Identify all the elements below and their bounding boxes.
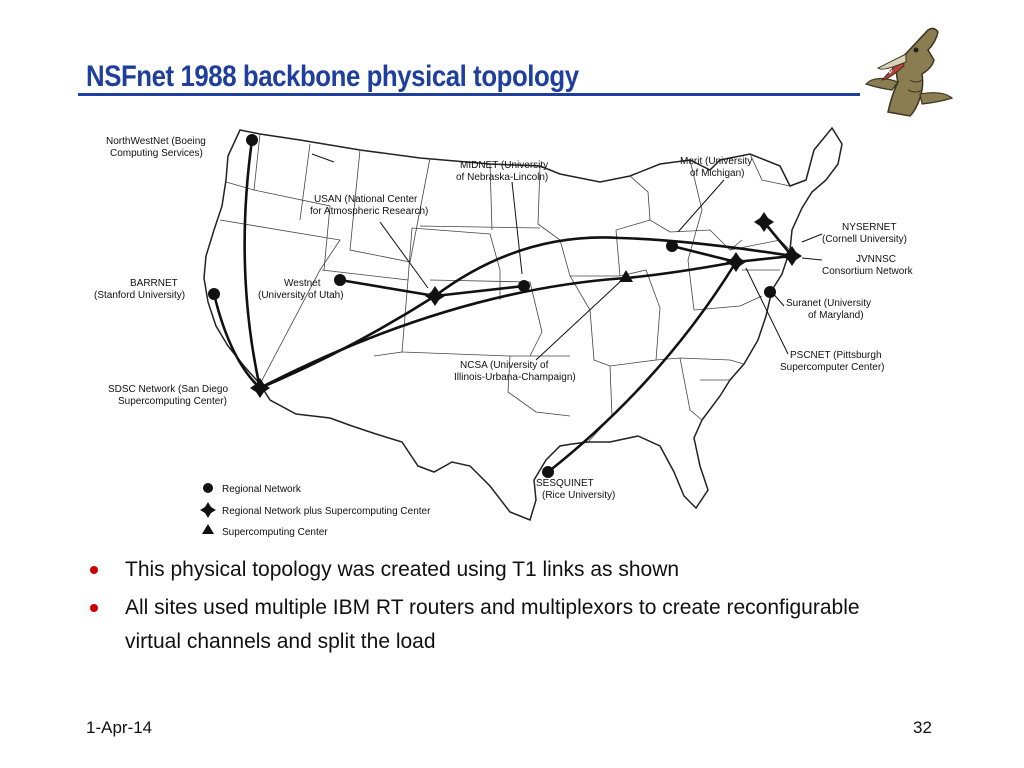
label-sesquinet-1: SESQUINET: [536, 478, 594, 489]
node-suranet: [764, 286, 776, 298]
gator-mascot-icon: [858, 24, 958, 120]
bullet-list: [90, 553, 890, 663]
label-sesquinet-2: (Rice University): [542, 490, 616, 501]
label-sdsc-1: SDSC Network (San Diego: [108, 384, 229, 395]
bullet-dot-icon: [90, 566, 98, 574]
label-barrnet-1: BARRNET: [130, 278, 178, 289]
footer-date: 1-Apr-14: [86, 718, 153, 737]
label-barrnet-2: (Stanford University): [94, 290, 186, 301]
label-psc-2: Supercomputer Center): [780, 362, 885, 373]
label-usan-1: USAN (National Center: [314, 194, 418, 205]
label-nysernet-1: NYSERNET: [842, 222, 897, 233]
page-number: 32: [913, 718, 932, 737]
bullet-item: [90, 591, 890, 659]
node-barrnet: [208, 288, 220, 300]
node-northwestnet: [246, 134, 258, 146]
label-merit-1: Merit (University: [680, 156, 753, 167]
node-merit: [666, 240, 678, 252]
label-usan-2: for Atmospheric Research): [310, 206, 429, 217]
node-sesquinet: [542, 466, 554, 478]
label-sdsc-2: Supercomputing Center): [118, 396, 227, 407]
label-westnet-2: (University of Utah): [258, 290, 344, 301]
slide-title: NSFnet 1988 backbone physical topology: [86, 60, 579, 93]
title-underline: [78, 93, 860, 96]
label-ncsa-1: NCSA (University of: [460, 360, 549, 371]
label-jvnnsc-2: Consortium Network: [822, 266, 913, 277]
legend-triangle-icon: [202, 524, 214, 534]
label-northwestnet-2: Computing Services): [110, 148, 203, 159]
bullet-item: [90, 553, 890, 587]
label-westnet-1: Westnet: [284, 278, 321, 289]
label-ncsa-2: Illinois-Urbana-Champaign): [454, 372, 576, 383]
label-merit-2: of Michigan): [690, 168, 745, 179]
legend-dot-icon: [203, 483, 213, 493]
bullet-text: This physical topology was created using T1 links as shown: [125, 558, 680, 581]
label-northwestnet-1: NorthWestNet (Boeing: [106, 136, 206, 147]
legend-regional: Regional Network: [222, 484, 301, 495]
us-network-map: [90, 120, 930, 540]
label-jvnnsc-1: JVNNSC: [856, 254, 897, 265]
label-suranet-1: Suranet (University: [786, 298, 872, 309]
label-midnet-1: MIDNET (University: [460, 160, 549, 171]
node-midnet: [518, 280, 530, 292]
legend-supercomputing: Supercomputing Center: [222, 527, 328, 538]
us-outline: [204, 128, 842, 520]
label-psc-1: PSCNET (Pittsburgh: [790, 350, 882, 361]
bullet-dot-icon: [90, 604, 98, 612]
label-suranet-2: of Maryland): [808, 310, 864, 321]
bullet-text: All sites used multiple IBM RT routers and multiplexors to create reconfigurable virtual channels and split the load: [125, 596, 860, 653]
legend-regional-plus: Regional Network plus Supercomputing Center: [222, 506, 431, 517]
label-nysernet-2: (Cornell University): [822, 234, 908, 245]
node-westnet: [334, 274, 346, 286]
legend-star-icon: [200, 502, 216, 518]
label-midnet-2: of Nebraska-Lincoln): [456, 172, 549, 183]
map-legend: [200, 483, 431, 538]
